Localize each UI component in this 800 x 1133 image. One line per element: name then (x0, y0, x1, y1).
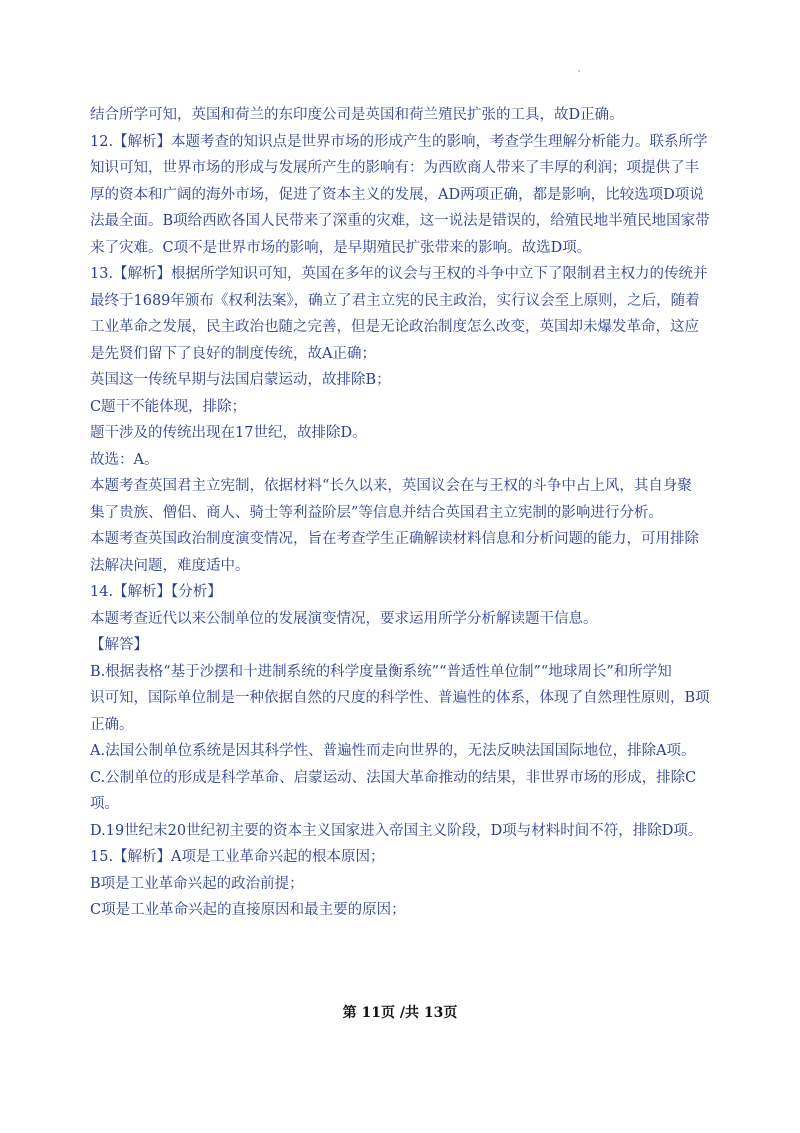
text-line: 故选：A。 (90, 451, 159, 468)
text-line: 项。 (90, 796, 119, 812)
text-line: C题干不能体现，排除； (90, 398, 247, 415)
text-line: C.公制单位的形成是科学革命、启蒙运动、法国大革命推动的结果，非世界市场的形成，排除C (90, 769, 697, 786)
text-line: C项是工业革命兴起的直接原因和最主要的原因； (90, 902, 406, 918)
text-line: 13.【解析】根据所学知识可知，英国在多年的议会与王权的斗争中立下了限制君主权力的传统并 (90, 266, 708, 282)
text-line: 15.【解析】A项是工业革命兴起的根本原因； (90, 849, 385, 865)
answer-text-block (90, 102, 720, 924)
text-line: A.法国公制单位系统是因其科学性、普遍性而走向世界的，无法反映法国国际地位，排除A项。 (90, 743, 696, 759)
text-line: 最终于1689年颁布《权利法案》，确立了君主立宪的民主政治，实行议会至上原则，之后，随着 (90, 292, 700, 309)
text-line: 工业革命之发展，民主政治也随之完善，但是无论政治制度怎么改变，英国却未爆发革命，这应 (90, 319, 699, 335)
text-line: 集了贵族、僧侣、商人、骑士等利益阶层”等信息并结合英国君主立宪制的影响进行分析。 (90, 504, 663, 521)
page-footer: 第 11页 /共 13页 (342, 1005, 458, 1021)
text-line: 正确。 (90, 716, 134, 733)
text-line: B.根据表格“基于沙摆和十进制系统的科学度量衡系统”“普适性单位制”“地球周长”和所学知 (90, 663, 672, 680)
text-line: 本题考查近代以来公制单位的发展演变情况，要求运用所学分析解读题干信息。 (90, 610, 598, 627)
text-line: 14.【解析】【分析】 (90, 584, 222, 600)
text-line: 本题考查英国君主立宪制，依据材料“长久以来，英国议会在与王权的斗争中占上风，其自身聚 (90, 478, 692, 494)
text-line: 本题考查英国政治制度演变情况，旨在考查学生正确解读材料信息和分析问题的能力，可用排除 (90, 531, 699, 547)
text-line: 法最全面。B项给西欧各国人民带来了深重的灾难，这一说法是错误的，给殖民地半殖民地国家带 (90, 213, 710, 229)
text-line: 识可知，国际单位制是一种依据自然的尺度的科学性、普遍性的体系，体现了自然理性原则，B项 (90, 690, 710, 706)
text-line: B项是工业革命兴起的政治前提； (90, 875, 304, 892)
text-line: 英国这一传统早期与法国启蒙运动，故排除B； (90, 372, 391, 388)
text-line: 结合所学可知，英国和荷兰的东印度公司是英国和荷兰殖民扩张的工具，故D正确。 (90, 107, 624, 123)
text-line: D.19世纪末20世纪初主要的资本主义国家进入帝国主义阶段，D项与材料时间不符，排除D项。 (90, 822, 703, 839)
text-line: 法解决问题，难度适中。 (90, 557, 250, 574)
text-line: 【解答】 (90, 637, 148, 653)
text-line: 12.【解析】本题考查的知识点是世界市场的形成产生的影响，考查学生理解分析能力。联系所学 (90, 133, 708, 150)
text-line: 厚的资本和广阔的海外市场，促进了资本主义的发展，AD两项正确，都是影响，比较选项D项说 (90, 186, 704, 203)
text-line: 题干涉及的传统出现在17世纪，故排除D。 (90, 425, 367, 441)
scan-mark (578, 70, 580, 72)
text-line: 知识可知，世界市场的形成与发展所产生的影响有：为西欧商人带来了丰厚的利润；项提供了丰 (90, 160, 699, 176)
text-line: 来了灾难。C项不是世界市场的影响，是早期殖民扩张带来的影响。故选D项。 (90, 239, 592, 256)
text-line: 是先贤们留下了良好的制度传统，故A正确； (90, 345, 376, 362)
